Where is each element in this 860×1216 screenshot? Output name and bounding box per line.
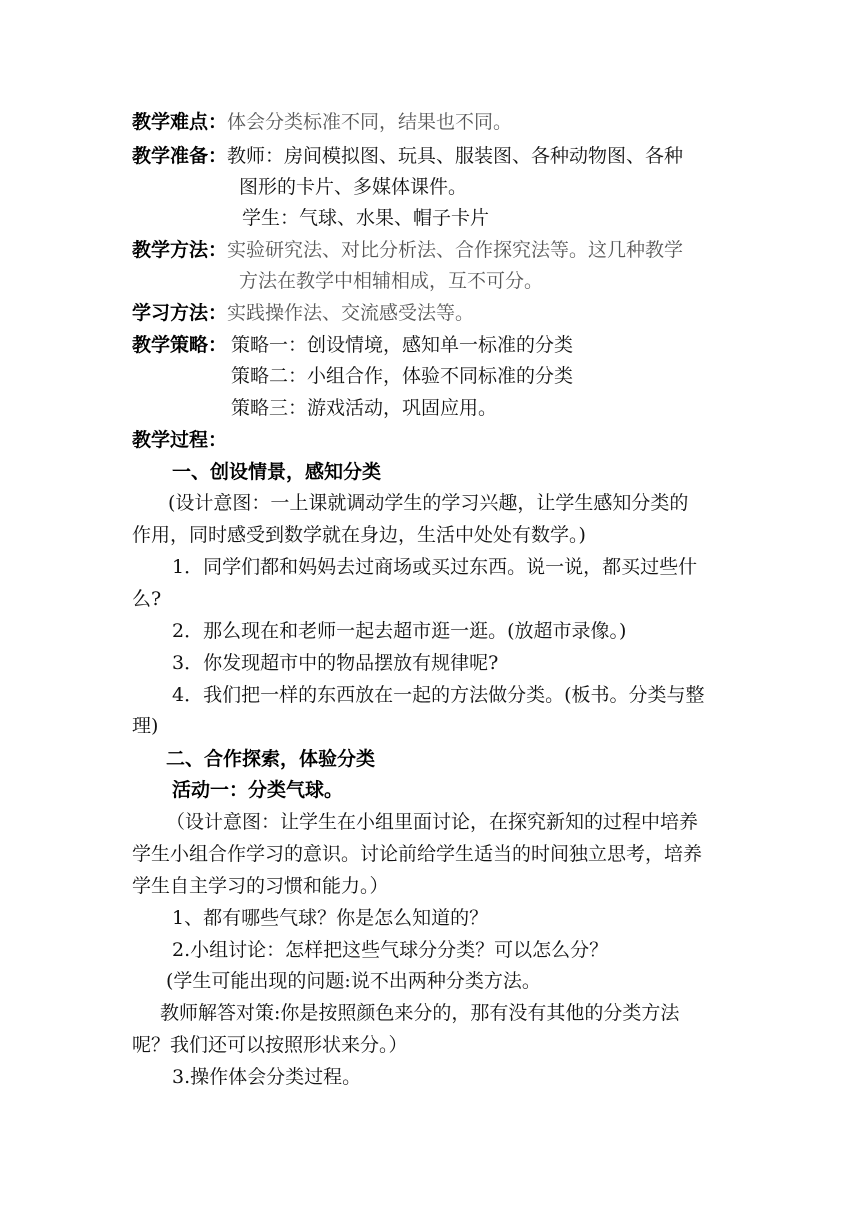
section2-q3: 3.操作体会分类过程。 (172, 1066, 362, 1088)
section2-q2: 2.小组讨论：怎样把这些气球分分类？可以怎么分？ (172, 939, 609, 961)
preparation-teacher-line2: 图形的卡片、多媒体课件。 (239, 176, 468, 198)
section1-item4-line1: 4．我们把一样的东西放在一起的方法做分类。(板书。分类与整 (172, 684, 705, 706)
difficulty-label: 教学难点： (132, 111, 228, 133)
preparation-label: 教学准备： (132, 145, 228, 167)
methods-line1: 实验研究法、对比分析法、合作探究法等。这几种教学 (227, 239, 684, 261)
difficulty-line (132, 110, 512, 134)
section1-item1-line2: 么? (132, 588, 162, 610)
strategy-2: 策略二：小组合作，体验不同标准的分类 (231, 365, 574, 387)
learning-label: 学习方法： (132, 302, 228, 324)
section1-heading: 一、创设情景，感知分类 (172, 461, 382, 483)
strategy-line (132, 333, 573, 357)
methods-label: 教学方法： (132, 239, 228, 261)
section1-item2: 2．那么现在和老师一起去超市逛一逛。(放超市录像。) (172, 620, 627, 642)
methods-line (132, 238, 683, 262)
strategy-3: 策略三：游戏活动，巩固应用。 (231, 397, 498, 419)
learning-line (132, 301, 474, 325)
preparation-teacher-line1: 教师：房间模拟图、玩具、服装图、各种动物图、各种 (227, 145, 684, 167)
preparation-line (132, 144, 683, 168)
difficulty-text: 体会分类标准不同，结果也不同。 (227, 111, 513, 133)
preparation-student: 学生：气球、水果、帽子卡片 (242, 207, 490, 229)
section1-item1-line1: 1．同学们都和妈妈去过商场或买过东西。说一说，都买过些什 (172, 556, 698, 578)
strategy-1: 策略一：创设情境，感知单一标准的分类 (231, 334, 574, 356)
section1-intent-line2: 作用，同时感受到数学就在身边，生活中处处有数学。) (132, 524, 586, 546)
strategy-label: 教学策略： (132, 334, 228, 356)
section2-answer-line2: 呢？我们还可以按照形状来分。） (132, 1034, 408, 1056)
methods-line2: 方法在教学中相辅相成，互不可分。 (239, 270, 544, 292)
learning-text: 实践操作法、交流感受法等。 (227, 302, 475, 324)
section1-item4-line2: 理) (132, 715, 159, 737)
section2-intent-line1: （设计意图：让学生在小组里面讨论，在探究新知的过程中培养 (166, 811, 699, 833)
section2-answer-line1: 教师解答对策:你是按照颜色来分的，那有没有其他的分类方法 (160, 1002, 680, 1024)
section2-problem: (学生可能出现的问题:说不出两种分类方法。 (166, 970, 541, 992)
section2-intent-line3: 学生自主学习的习惯和能力。） (132, 875, 389, 897)
section2-activity: 活动一：分类气球。 (172, 779, 344, 801)
section2-heading: 二、合作探索，体验分类 (166, 748, 376, 770)
section2-intent-line2: 学生小组合作学习的意识。讨论前给学生适当的时间独立思考，培养 (132, 843, 703, 865)
process-label: 教学过程： (132, 429, 228, 451)
section1-item3: 3．你发现超市中的物品摆放有规律呢? (172, 652, 499, 674)
section2-q1: 1、都有哪些气球？你是怎么知道的？ (172, 907, 489, 929)
section1-intent-line1: (设计意图：一上课就调动学生的学习兴趣，让学生感知分类的 (168, 492, 689, 514)
